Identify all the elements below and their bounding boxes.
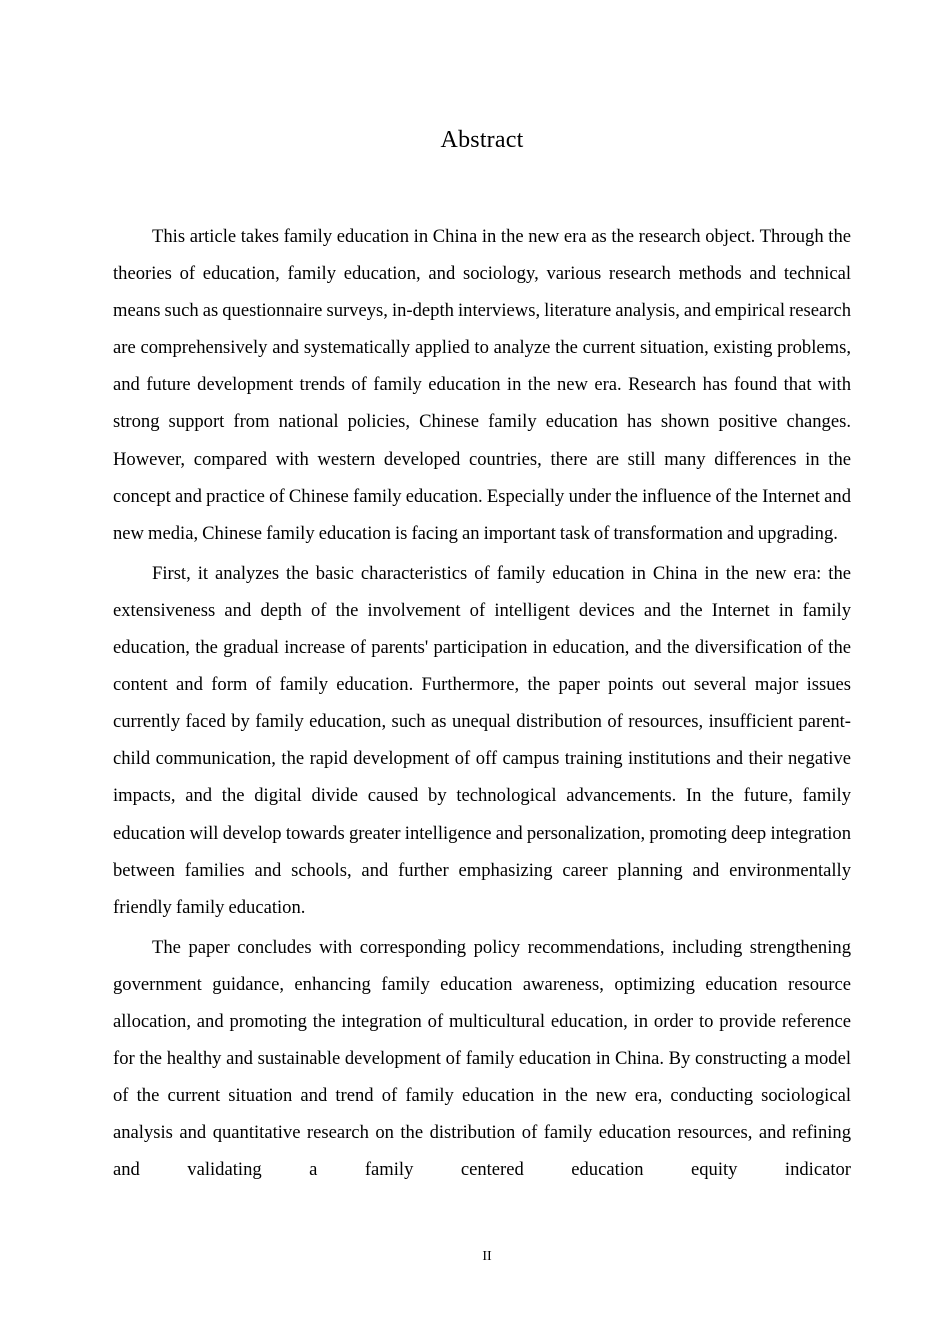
abstract-paragraph-2: First, it analyzes the basic characteristics of family education in China in the new era: the extensiveness and depth of the involvement of intelligent devices and the Internet in family education, the gradual increase of parents' participation in education, and the diversification of the content and form of family education. Furthermore, the paper points out several major issues currently faced by family education, such as unequal distribution of resources, insufficient parent-child communication, the rapid development of off campus training institutions and their negative impacts, and the digital divide caused by technological advancements. In the future, family education will develop towards greater intelligence and personalization, promoting deep integration between families and schools, and further emphasizing career planning and environmentally friendly family education. bbox=[113, 562, 851, 918]
abstract-paragraph-3: The paper concludes with corresponding policy recommendations, including strengthening government guidance, enhancing family education awareness, optimizing education resource allocation, and promoting the integration of multicultural education, in order to provide reference for the healthy and sustainable development of family education in China. By constructing a model of the current situation and trend of family education in the new era, conducting sociological analysis and quantitative research on the distribution of family education resources, and refining and validating a family centered education equity indicator bbox=[113, 936, 851, 1181]
abstract-title: Abstract bbox=[440, 127, 524, 153]
abstract-body bbox=[113, 218, 851, 1191]
page-number: II bbox=[482, 1249, 492, 1264]
abstract-paragraph-1: This article takes family education in China in the new era as the research object. Through the theories of education, family education, and sociology, various research methods and technical means such as questionnaire surveys, in-depth interviews, literature analysis, and empirical research are comprehensively and systematically applied to analyze the current situation, existing problems, and future development trends of family education in the new era. Research has found that with strong support from national policies, Chinese family education has shown positive changes. However, compared with western developed countries, there are still many differences in the concept and practice of Chinese family education. Especially under the influence of the Internet and new media, Chinese family education is facing an important task of transformation and upgrading. bbox=[113, 226, 851, 544]
